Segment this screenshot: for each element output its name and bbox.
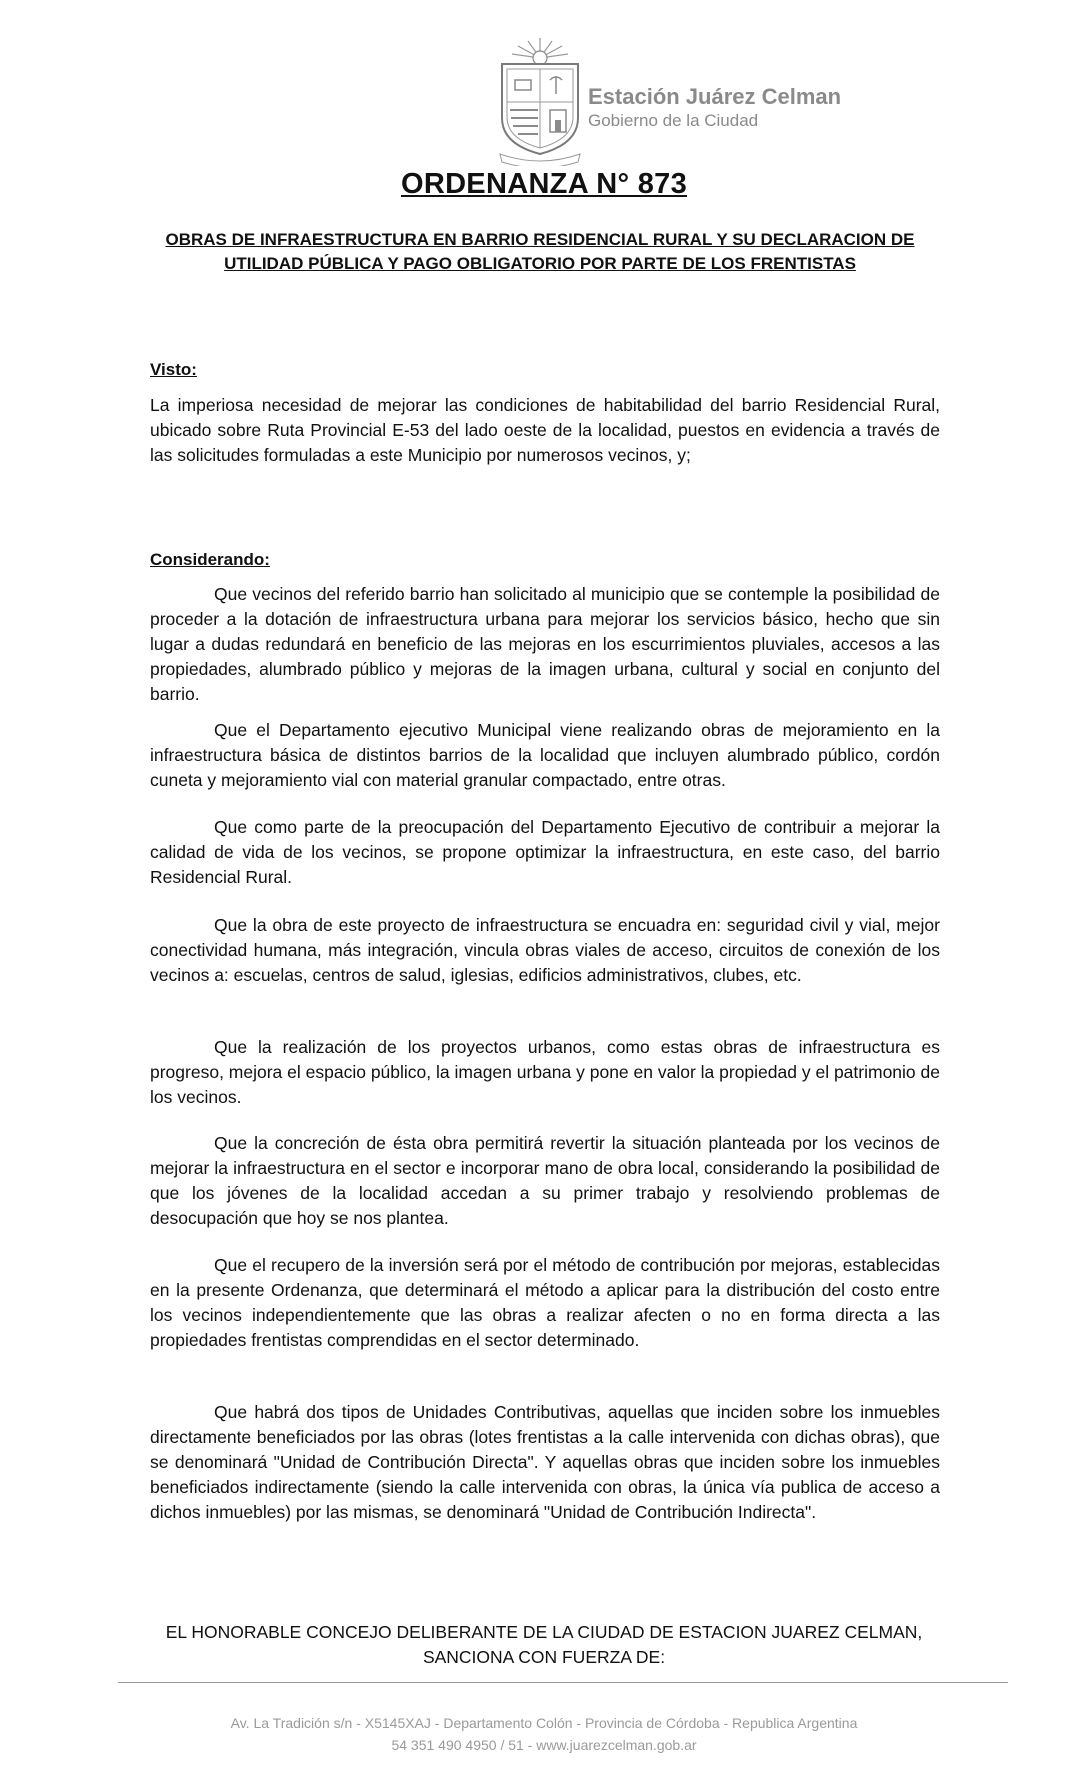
sanction-statement: EL HONORABLE CONCEJO DELIBERANTE DE LA CIUDAD DE ESTACION JUAREZ CELMAN, SANCIONA CON FUERZA DE: — [165, 1622, 923, 1667]
letterhead — [490, 36, 910, 166]
considerando-heading: Considerando: — [150, 550, 270, 569]
document-title: ORDENANZA N° 873 — [400, 168, 688, 200]
considerando-paragraph: Que la realización de los proyectos urbanos, como estas obras de infraestructura es progreso, mejora el espacio público, la imagen urbana y pone en valor la propiedad y el patrimonio de los vecinos. — [150, 1037, 940, 1107]
considerando-paragraph: Que habrá dos tipos de Unidades Contributivas, aquellas que inciden sobre los inmuebles directamente beneficiados por las obras (lotes frentistas a la calle intervenida con dichas obras), que se denominará "Unidad de Contribución Directa". Y aquellas obras que inciden sobre los inmuebles beneficiados indirectamente (siendo la calle intervenida con obras, la única vía publica de acceso a dichos inmuebles) por las mismas, se denominará "Unidad de Contribución Indirecta". — [150, 1402, 940, 1522]
visto-heading: Visto: — [150, 360, 197, 379]
organization-name: Estación Juárez Celman — [588, 84, 842, 109]
visto-paragraph: La imperiosa necesidad de mejorar las condiciones de habitabilidad del barrio Residencial Rural, ubicado sobre Ruta Provincial E-53 del lado oeste de la localidad, puestos en evidencia a través de las solicitudes formuladas a este Municipio por numerosos vecinos, y; — [150, 395, 940, 465]
considerando-paragraph: Que el Departamento ejecutivo Municipal viene realizando obras de mejoramiento en la infraestructura básica de distintos barrios de la localidad que incluyen alumbrado público, cordón cuneta y mejoramiento vial con material granular compactado, entre otras. — [150, 720, 940, 790]
organization-subtitle: Gobierno de la Ciudad — [588, 111, 759, 130]
footer-contact: 54 351 490 4950 / 51 - www.juarezcelman.gob.ar — [391, 1737, 697, 1753]
considerando-paragraph: Que como parte de la preocupación del Departamento Ejecutivo de contribuir a mejorar la calidad de vida de los vecinos, se propone optimizar la infraestructura, en este caso, del barrio Residencial Rural. — [150, 817, 940, 887]
considerando-paragraph: Que el recupero de la inversión será por el método de contribución por mejoras, establecidas en la presente Ordenanza, que determinará el método a aplicar para la distribución del costo entre los vecinos independientemente que las obras a realizar afecten o no en forma directa a las propiedades frentistas comprendidas en el sector determinado. — [150, 1255, 940, 1350]
coat-of-arms-icon — [490, 36, 590, 166]
considerando-paragraph: Que la obra de este proyecto de infraestructura se encuadra en: seguridad civil y vial, mejor conectividad humana, más integración, vincula obras viales de acceso, circuitos de conexión de los vecinos a: escuelas, centros de salud, iglesias, edificios administrativos, clubes, etc. — [150, 915, 940, 985]
considerando-paragraph: Que vecinos del referido barrio han solicitado al municipio que se contemple la posibilidad de proceder a la dotación de infraestructura urbana para mejorar los servicios básico, hecho que sin lugar a dudas redundará en beneficio de las mejoras en los escurrimientos pluviales, accesos a las propiedades, alumbrado público y mejoras de la imagen urbana, cultural y social en conjunto del barrio. — [150, 584, 940, 704]
footer-divider — [118, 1682, 1008, 1683]
document-subtitle: OBRAS DE INFRAESTRUCTURA EN BARRIO RESIDENCIAL RURAL Y SU DECLARACION DE UTILIDAD PÚBLICA Y PAGO OBLIGATORIO POR PARTE DE LOS FRENTISTAS — [165, 230, 915, 273]
footer-address: Av. La Tradición s/n - X5145XAJ - Departamento Colón - Provincia de Córdoba - Republica Argentina — [230, 1715, 858, 1731]
considerando-paragraph: Que la concreción de ésta obra permitirá revertir la situación planteada por los vecinos de mejorar la infraestructura en el sector e incorporar mano de obra local, considerando la posibilidad de que los jóvenes de la localidad accedan a su primer trabajo y resolviendo problemas de desocupación que hoy se nos plantea. — [150, 1133, 940, 1228]
footer — [0, 1712, 1088, 1756]
